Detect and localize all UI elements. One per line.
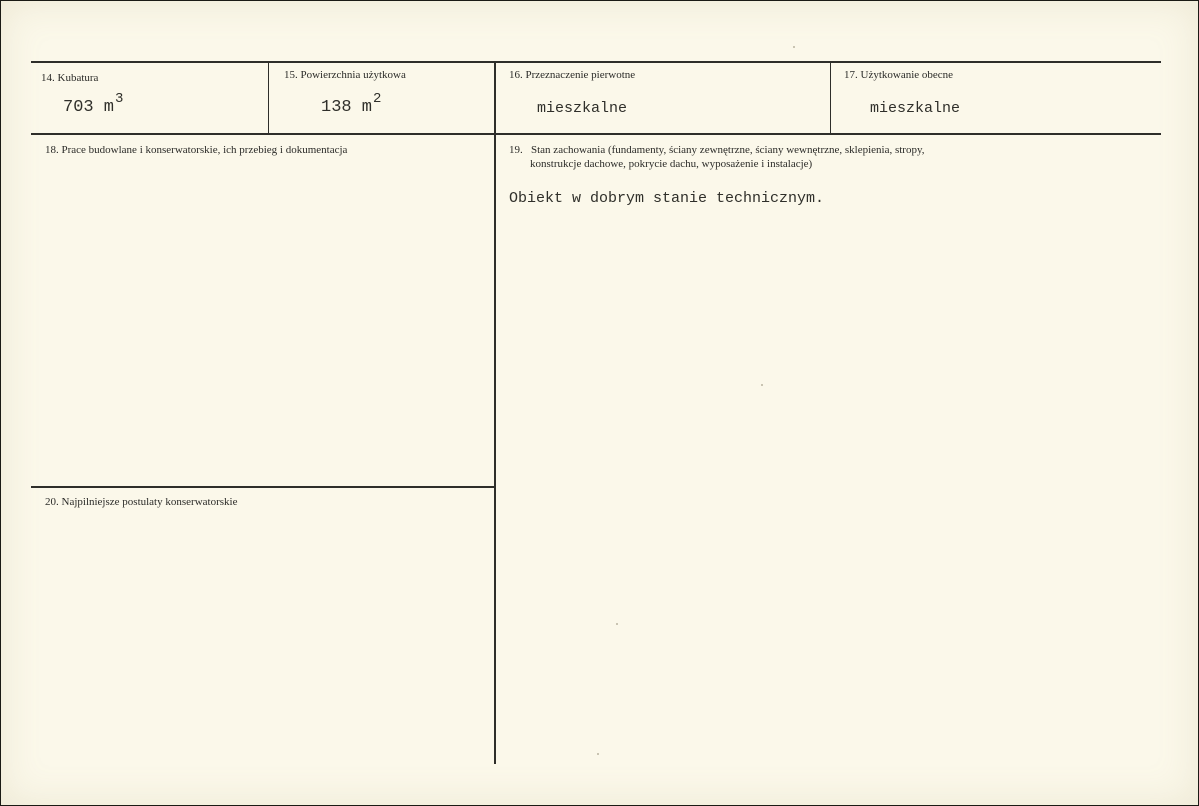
field-17-label: 17. Użytkowanie obecne [844,69,954,81]
top-rule [31,61,1161,63]
field-19-label-line-2: konstrukcje dachowe, pokrycie dachu, wyposażenie i instalacje) [530,158,813,170]
field-18-label: 18. Prace budowlane i konserwatorskie, ich przebieg i dokumentacja [45,144,348,156]
powierzchnia-number: 138 m [321,98,373,117]
row-divider [31,133,1161,135]
col-divider-3 [830,62,831,134]
powierzchnia-exponent: 2 [373,91,382,107]
col-divider-2 [494,62,496,764]
paper-speck [616,623,618,625]
field-15-value [321,91,382,117]
paper-speck [761,384,763,386]
field-14-label: 14. Kubatura [41,72,99,84]
kubatura-number: 703 m [63,98,115,117]
field-19-value: Obiekt w dobrym stanie technicznym. [509,190,825,207]
col-divider-1 [268,62,269,134]
field-17-value: mieszkalne [870,100,961,117]
field-16-label: 16. Przeznaczenie pierwotne [509,69,636,81]
field-16-value: mieszkalne [537,100,628,117]
paper-speck [793,46,795,48]
field-15-label: 15. Powierzchnia użytkowa [284,69,406,81]
section-divider [31,486,494,488]
paper-speck [597,753,599,755]
field-19-label-line-1: 19. Stan zachowania (fundamenty, ściany zewnętrzne, ściany wewnętrzne, sklepienia, stropy, [509,144,925,156]
kubatura-exponent: 3 [115,91,124,107]
field-20-label: 20. Najpilniejsze postulaty konserwatorskie [45,496,238,508]
field-14-value [63,91,124,117]
